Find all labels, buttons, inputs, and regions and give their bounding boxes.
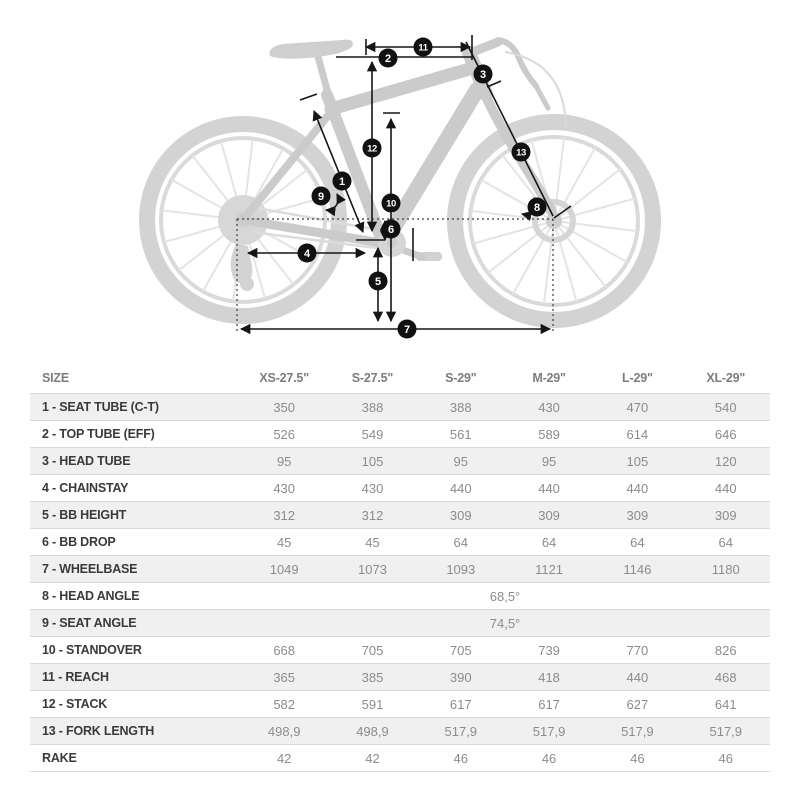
row-label: 1 - SEAT TUBE (C-T) [30,394,240,421]
table-cell: 440 [505,475,593,502]
column-header-s-27-5: S-27.5" [351,370,394,385]
table-cell: 1073 [328,556,416,583]
badge-8 [528,198,547,217]
table-cell: 517,9 [505,718,593,745]
geometry-table [30,362,770,772]
table-cell: 440 [417,475,505,502]
table-cell: 350 [240,394,328,421]
badge-4 [298,244,317,263]
table-cell: 42 [240,745,328,772]
table-row [30,448,770,475]
svg-text:9: 9 [317,191,325,203]
table-cell: 105 [593,448,681,475]
row-label: 8 - HEAD ANGLE [30,583,240,610]
table-cell: 309 [417,502,505,529]
table-cell: 641 [682,691,770,718]
table-cell: 646 [682,421,770,448]
table-row [30,529,770,556]
table-cell-spanning: 68,5° [240,583,770,610]
table-row [30,745,770,772]
table-row [30,718,770,745]
column-header-xs-27-5: XS-27.5" [259,370,309,385]
table-row [30,583,770,610]
badge-2 [379,49,398,68]
svg-text:6: 6 [387,224,395,236]
svg-text:11: 11 [418,42,428,54]
table-cell: 46 [505,745,593,772]
table-cell: 549 [328,421,416,448]
table-cell: 45 [240,529,328,556]
brake-lever [536,86,548,108]
table-cell: 120 [682,448,770,475]
badge-10 [382,194,401,213]
table-cell: 498,9 [328,718,416,745]
table-cell: 388 [417,394,505,421]
table-cell: 312 [240,502,328,529]
table-cell: 365 [240,664,328,691]
column-header-l-29: L-29" [622,370,653,385]
svg-text:10: 10 [386,198,396,210]
table-cell: 1049 [240,556,328,583]
stem [470,42,498,53]
table-cell: 105 [328,448,416,475]
table-cell: 440 [593,664,681,691]
table-row [30,475,770,502]
table-cell: 418 [505,664,593,691]
handlebar [498,40,536,86]
table-cell: 309 [505,502,593,529]
table-cell: 826 [682,637,770,664]
table-cell: 517,9 [593,718,681,745]
badge-3 [474,65,493,84]
table-cell-spanning: 74,5° [240,610,770,637]
geometry-table-body [30,394,770,772]
table-cell: 64 [593,529,681,556]
table-cell: 385 [328,664,416,691]
table-cell: 668 [240,637,328,664]
row-label: 12 - STACK [30,691,240,718]
svg-text:5: 5 [374,276,382,288]
row-label: 10 - STANDOVER [30,637,240,664]
badge-5 [369,272,388,291]
svg-text:13: 13 [516,147,526,159]
row-label: 7 - WHEELBASE [30,556,240,583]
table-row [30,421,770,448]
table-row [30,637,770,664]
rear-derailleur [231,244,253,283]
row-label: 13 - FORK LENGTH [30,718,240,745]
table-cell: 617 [417,691,505,718]
table-cell: 1093 [417,556,505,583]
table-cell: 95 [505,448,593,475]
table-cell: 705 [328,637,416,664]
svg-text:2: 2 [384,53,392,65]
column-header-m-29: M-29" [532,370,566,385]
svg-text:8: 8 [533,202,541,214]
badge-13 [512,143,531,162]
row-label: 5 - BB HEIGHT [30,502,240,529]
table-cell: 440 [593,475,681,502]
row-label: RAKE [30,745,240,772]
column-header-xl-29: XL-29" [706,370,746,385]
table-row [30,691,770,718]
bike-diagram-svg [0,0,800,356]
table-cell: 46 [417,745,505,772]
svg-text:12: 12 [367,143,377,155]
table-row [30,610,770,637]
column-header-size: SIZE [42,370,69,385]
saddle [270,40,353,59]
table-cell: 430 [240,475,328,502]
table-cell: 64 [682,529,770,556]
column-header-s-29: S-29" [445,370,477,385]
table-cell: 312 [328,502,416,529]
table-cell: 45 [328,529,416,556]
table-cell: 470 [593,394,681,421]
seatpost [317,53,329,97]
bike-silhouette [147,40,653,320]
table-cell: 388 [328,394,416,421]
table-cell: 440 [682,475,770,502]
table-row [30,502,770,529]
badge-11 [414,38,433,57]
table-cell: 95 [240,448,328,475]
row-label: 6 - BB DROP [30,529,240,556]
table-cell: 498,9 [240,718,328,745]
table-cell: 540 [682,394,770,421]
badge-1 [333,172,352,191]
table-cell: 46 [682,745,770,772]
table-cell: 390 [417,664,505,691]
table-cell: 430 [328,475,416,502]
row-label: 11 - REACH [30,664,240,691]
row-label: 9 - SEAT ANGLE [30,610,240,637]
table-cell: 517,9 [682,718,770,745]
table-header-row [30,362,770,394]
svg-text:7: 7 [403,324,411,336]
table-cell: 517,9 [417,718,505,745]
table-cell: 309 [682,502,770,529]
front-wheel [455,122,653,320]
table-cell: 309 [593,502,681,529]
table-cell: 1121 [505,556,593,583]
svg-text:4: 4 [303,248,311,260]
table-row [30,394,770,421]
table-cell: 589 [505,421,593,448]
table-row [30,664,770,691]
badge-7 [398,320,417,339]
row-label: 2 - TOP TUBE (EFF) [30,421,240,448]
table-cell: 705 [417,637,505,664]
table-cell: 591 [328,691,416,718]
badge-6 [382,220,401,239]
row-label: 3 - HEAD TUBE [30,448,240,475]
table-cell: 582 [240,691,328,718]
table-row [30,556,770,583]
bike-geometry-diagram [0,0,800,356]
row-label: 4 - CHAINSTAY [30,475,240,502]
table-cell: 64 [505,529,593,556]
badge-9 [312,187,331,206]
table-cell: 614 [593,421,681,448]
table-cell: 42 [328,745,416,772]
table-cell: 468 [682,664,770,691]
table-cell: 526 [240,421,328,448]
badge-12 [363,139,382,158]
table-cell: 46 [593,745,681,772]
top-tube [331,68,473,109]
table-cell: 770 [593,637,681,664]
table-cell: 617 [505,691,593,718]
table-cell: 95 [417,448,505,475]
svg-text:1: 1 [338,176,346,188]
table-cell: 739 [505,637,593,664]
table-cell: 430 [505,394,593,421]
table-cell: 1146 [593,556,681,583]
table-cell: 561 [417,421,505,448]
svg-text:3: 3 [479,69,487,81]
table-cell: 64 [417,529,505,556]
table-cell: 1180 [682,556,770,583]
table-cell: 627 [593,691,681,718]
